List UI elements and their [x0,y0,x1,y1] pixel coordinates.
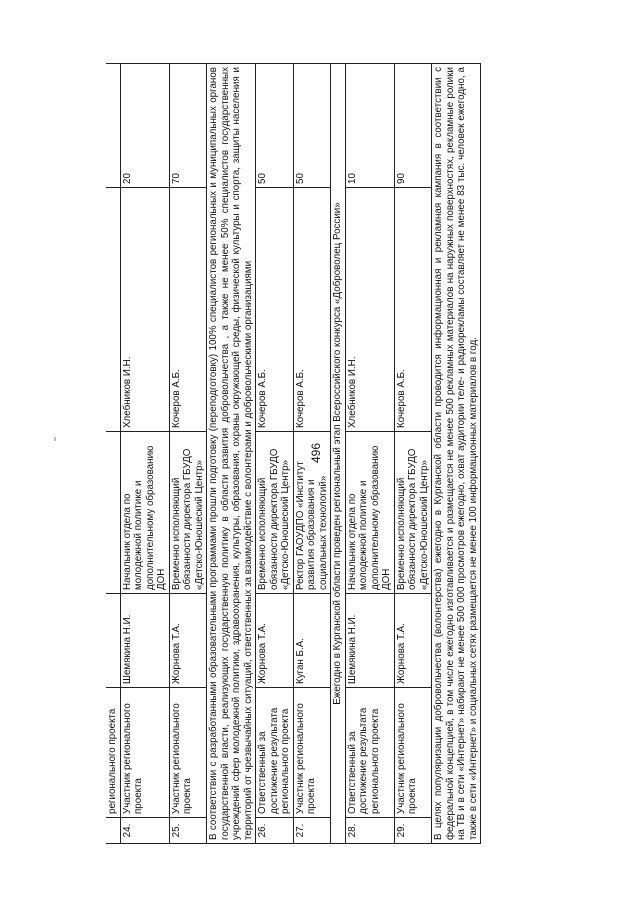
cell-position: Временно исполняющий обязанности директора ГБУДО «Детско-Юношеский Центр» [256,432,294,594]
cell-person2 [106,188,120,432]
cell-value: 10 [345,64,394,188]
page-number: 496 [309,442,323,464]
cell-value: 90 [394,64,432,188]
cell-num: 26. [256,818,294,844]
table-row [120,64,169,844]
cell-result: Ответственный за достижение результата регионального проекта [345,688,394,818]
rotated-table-container [106,64,544,844]
cell-person: Куган Б.А. [293,594,331,688]
cell-result: Участник регионального проекта [293,688,331,818]
scan-speck [54,437,56,441]
cell-person2: Хлебников И.Н. [345,188,394,432]
cell-position: Начальник отдела по молодежной политике и дополнительному образованию ДОН [345,432,394,594]
section-text: В соответствии с разработанными образовательными программами прошли подготовку (переподготовку) 100% специалистов региональных и муниципальных органов государственной власти, реализующих государственную политику в области развития добровольчества , а также не менее 50% специалистов государственных учреждений сфер молодежной политики, здравоохранения, культуры, образования, охраны окружающей среды, физической культуры и спорта, защиты населения и территорий от чрезвычайных ситуаций, ответственных за взаимодействие с волонтерами и добровольческими организациями [207,64,256,844]
cell-value: 50 [256,64,294,188]
cell-result: Участник регионального проекта [120,688,169,818]
cell-position: Временно исполняющий обязанности директора ГБУДО «Детско-Юношеский Центр» [394,432,432,594]
cell-person: Шемякина Н.И. [345,594,394,688]
section-text-row [432,64,481,844]
cell-value: 70 [169,64,207,188]
cell-result: регионального проекта [106,688,120,818]
cell-result: Участник регионального проекта [169,688,207,818]
project-table [106,63,481,844]
cell-position: Временно исполняющий обязанности директора ГБУДО «Детско-Юношеский Центр» [169,432,207,594]
table-row [169,64,207,844]
table-row [293,64,331,844]
table-row [106,64,120,844]
cell-person2: Кочеров А.Б. [169,188,207,432]
cell-person2: Кочеров А.Б. [394,188,432,432]
cell-value [106,64,120,188]
table-body [106,64,481,844]
cell-position: Ректор ГАОУДПО «Институт развития образования и социальных технологий» [293,432,331,594]
cell-num [106,818,120,844]
cell-num: 29. [394,818,432,844]
cell-person [106,594,120,688]
cell-person2: Хлебников И.Н. [120,188,169,432]
cell-person: Жорнова Т.А. [394,594,432,688]
cell-person2: Кочеров А.Б. [256,188,294,432]
cell-position [106,432,120,594]
cell-value: 50 [293,64,331,188]
cell-position: Начальник отдела по молодежной политике и дополнительному образованию ДОН [120,432,169,594]
cell-num: 24. [120,818,169,844]
cell-person2: Кочеров А.Б. [293,188,331,432]
cell-result: Участник регионального проекта [394,688,432,818]
cell-person: Шемякина Н.И. [120,594,169,688]
cell-num: 28. [345,818,394,844]
table-row [256,64,294,844]
cell-value: 20 [120,64,169,188]
table-row [394,64,432,844]
cell-person: Жорнова Т.А. [256,594,294,688]
section-heading: Ежегодно в Курганской области проведен региональный этап Всероссийского конкурса «Доброволец России» [331,64,346,844]
section-text: В целях популяризации добровольчества (волонтерства) ежегодно в Курганской области проводится информационная и рекламная кампания в соответствии с федеральной концепцией, в том числе ежегодно изготавливается и размещается не менее 500 рекламных материалов на наружных поверхностях, рекламные ролики на ТВ и в сети «Интернет» набирают не менее 500 000 просмотров ежегодно, охват аудитории теле- и радиорекламы составляет не менее 83 тыс. человек ежегодно, а также в сети «Интернет» и социальных сетях размещается не менее 100 информационных материалов в год. [432,64,481,844]
cell-result: Ответственный за достижение результата регионального проекта [256,688,294,818]
cell-person: Жорнова Т.А. [169,594,207,688]
section-heading-row [331,64,346,844]
table-row [345,64,394,844]
section-text-row [207,64,256,844]
cell-num: 27. [293,818,331,844]
cell-num: 25. [169,818,207,844]
